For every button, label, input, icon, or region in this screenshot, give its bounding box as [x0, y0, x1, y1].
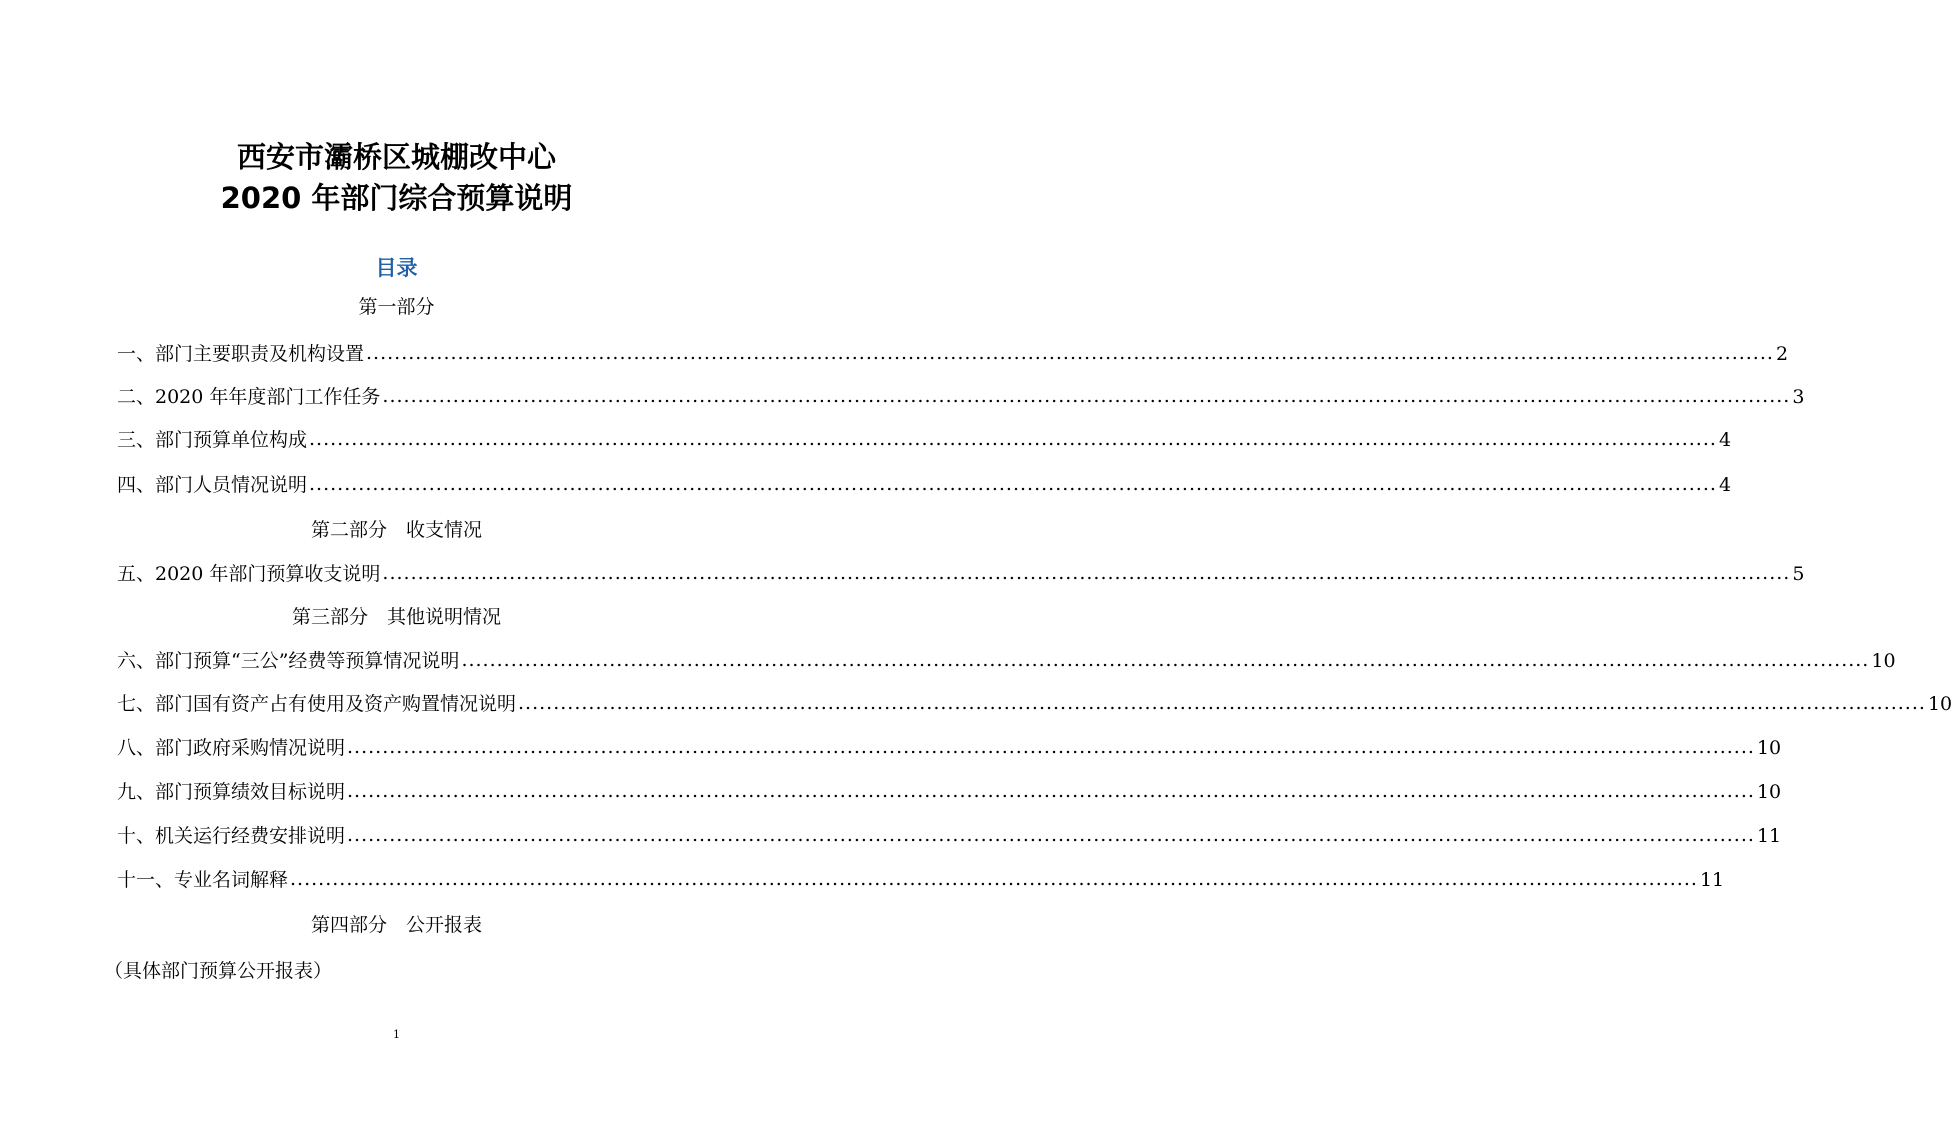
toc-entry-page: 11 — [1699, 869, 1725, 891]
toc-entry-page: 10 — [1756, 781, 1782, 803]
toc-entry-10[interactable] — [117, 823, 1782, 849]
part-heading-1: 第一部分 — [358, 296, 435, 318]
toc-leader-dots: ........................................................................................................................................................................................................ — [518, 692, 1926, 714]
toc-entry-2[interactable] — [117, 384, 1805, 410]
toc-entry-page: 10 — [1871, 650, 1896, 672]
toc-entry-1[interactable] — [117, 341, 1789, 367]
toc-entry-label: 二、2020 年年度部门工作任务 — [117, 386, 381, 408]
toc-entry-9[interactable] — [117, 779, 1782, 805]
toc-entry-5[interactable] — [117, 561, 1805, 587]
toc-entry-label: 九、部门预算绩效目标说明 — [117, 781, 346, 803]
toc-entry-page: 2 — [1775, 343, 1789, 365]
toc-entry-page: 10 — [1927, 693, 1952, 715]
toc-entry-page: 5 — [1792, 563, 1805, 585]
document-title-line1: 西安市灞桥区城棚改中心 — [236, 140, 556, 174]
toc-entry-page: 3 — [1792, 386, 1805, 408]
toc-entry-page: 4 — [1718, 474, 1732, 496]
toc-entry-label: 三、部门预算单位构成 — [117, 429, 308, 451]
toc-entry-label: 八、部门政府采购情况说明 — [117, 737, 346, 759]
toc-leader-dots: ........................................................................................................................................................................................................ — [347, 824, 1755, 846]
toc-entry-label: 一、部门主要职责及机构设置 — [117, 343, 365, 365]
toc-leader-dots: ........................................................................................................................................................................................................ — [461, 649, 1870, 671]
toc-leader-dots: ........................................................................................................................................................................................................ — [382, 385, 1791, 407]
toc-leader-dots: ........................................................................................................................................................................................................ — [309, 473, 1717, 495]
toc-leader-dots: ........................................................................................................................................................................................................ — [366, 342, 1774, 364]
toc-leader-dots: ........................................................................................................................................................................................................ — [347, 780, 1755, 802]
page-number: 1 — [393, 1028, 400, 1041]
part-heading-4: 第四部分 公开报表 — [310, 914, 482, 936]
toc-entry-4[interactable] — [117, 472, 1732, 498]
toc-entry-8[interactable] — [117, 735, 1782, 761]
toc-entry-page: 11 — [1756, 825, 1782, 847]
toc-heading: 目录 — [375, 256, 418, 280]
toc-entry-7[interactable] — [117, 691, 1952, 717]
toc-entry-3[interactable] — [117, 427, 1732, 453]
part-heading-3: 第三部分 其他说明情况 — [291, 606, 501, 628]
toc-leader-dots: ........................................................................................................................................................................................................ — [382, 562, 1791, 584]
report-note: （具体部门预算公开报表） — [104, 960, 333, 982]
toc-entry-label: 四、部门人员情况说明 — [117, 474, 308, 496]
toc-entry-label: 七、部门国有资产占有使用及资产购置情况说明 — [117, 693, 517, 715]
toc-entry-label: 十、机关运行经费安排说明 — [117, 825, 346, 847]
toc-entry-label: 五、2020 年部门预算收支说明 — [117, 563, 381, 585]
toc-entry-page: 10 — [1756, 737, 1782, 759]
toc-entry-label: 六、部门预算“三公”经费等预算情况说明 — [117, 650, 460, 672]
toc-leader-dots: ........................................................................................................................................................................................................ — [309, 428, 1717, 450]
toc-leader-dots: ........................................................................................................................................................................................................ — [290, 868, 1698, 890]
document-title-line2: 2020 年部门综合预算说明 — [220, 181, 573, 215]
toc-entry-page: 4 — [1718, 429, 1732, 451]
toc-entry-6[interactable] — [117, 648, 1896, 674]
part-heading-2: 第二部分 收支情况 — [310, 519, 482, 541]
toc-entry-11[interactable] — [117, 867, 1725, 893]
toc-entry-label: 十一、专业名词解释 — [117, 869, 289, 891]
toc-leader-dots: ........................................................................................................................................................................................................ — [347, 736, 1755, 758]
